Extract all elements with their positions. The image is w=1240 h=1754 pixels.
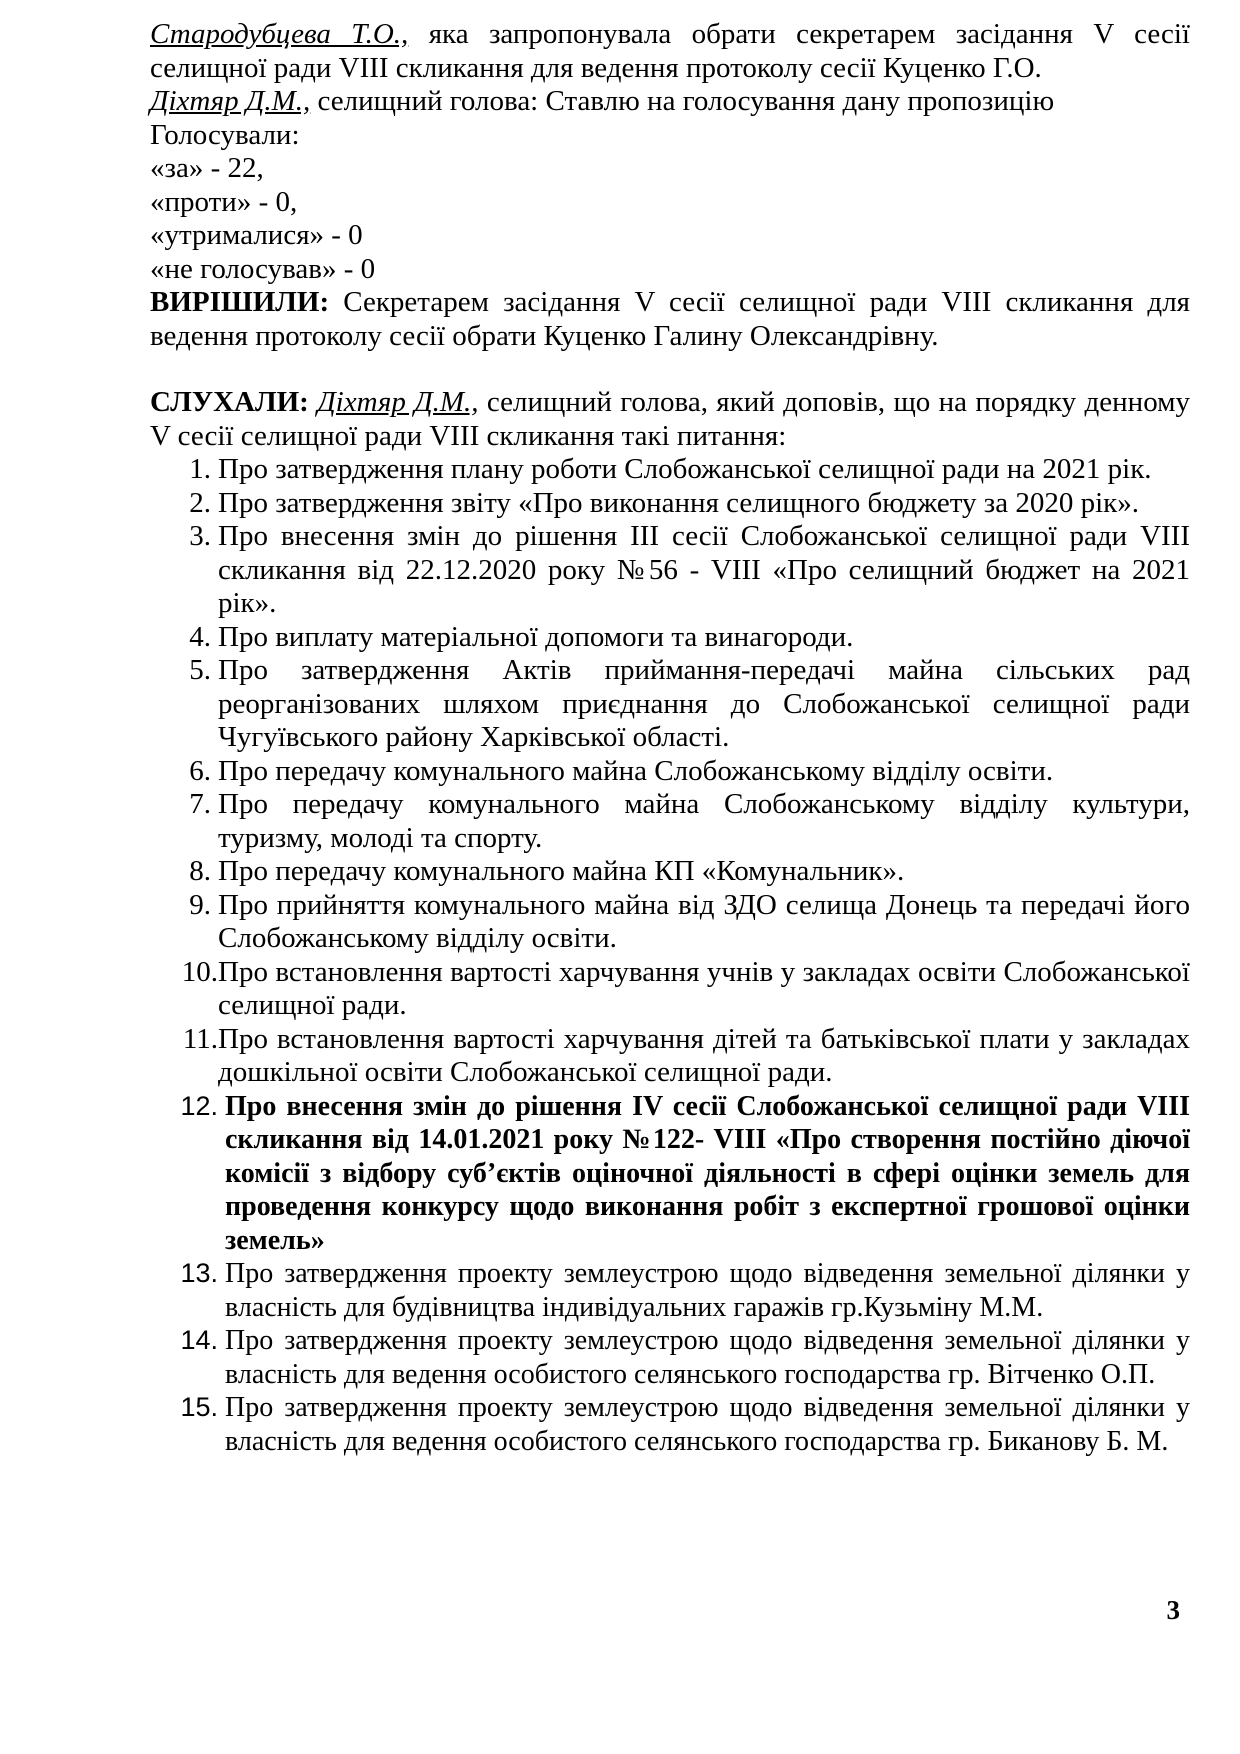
document-page <box>150 18 1190 1458</box>
agenda-item-number: 15. <box>180 1392 218 1422</box>
vote-abstained: «утрималися» - 0 <box>150 219 363 251</box>
decision-label: ВИРІШИЛИ: <box>150 286 330 318</box>
agenda-item-number: 5. <box>189 654 211 686</box>
proposer-name: Стародубцева Т.О., <box>150 18 409 50</box>
chair-name: Діхтяр Д.М., <box>150 85 311 117</box>
agenda-item <box>150 1324 1190 1391</box>
proposal-paragraph <box>150 18 1190 85</box>
agenda-list-continued <box>150 1090 1190 1459</box>
agenda-item-number: 10. <box>181 955 218 988</box>
agenda-item <box>150 1023 1190 1090</box>
agenda-item-text: Про прийняття комунального майна від ЗДО селища Донець та передачі його Слобожанському відділу освіти. <box>218 888 1190 954</box>
agenda-list <box>150 453 1190 1090</box>
agenda-item <box>150 520 1190 621</box>
chair-statement <box>150 85 1190 119</box>
agenda-item-number: 13. <box>180 1258 218 1288</box>
agenda-item-number: 4. <box>189 620 211 653</box>
agenda-item-text: Про виплату матеріальної допомоги та винагороди. <box>218 620 854 653</box>
agenda-item-text: Про внесення змін до рішення ІІІ сесії Слобожанської селищної ради VIII скликання від 22.12.2020 року №56 - VIII «Про селищний бюджет на 2021 рік». <box>218 520 1190 619</box>
agenda-item <box>150 1257 1190 1324</box>
proposal-text: яка запропонувала обрати секретарем засідання V сесії селищної ради VIII скликання для ведення протоколу сесії Куценко Г.О. <box>150 18 1190 84</box>
agenda-item-number: 7. <box>189 788 211 820</box>
heard-name: Діхтяр Д.М., <box>317 386 479 418</box>
agenda-item <box>150 453 1190 487</box>
agenda-item <box>150 1090 1190 1258</box>
vote-not-voted: «не голосував» - 0 <box>150 252 376 285</box>
agenda-item-text: Про затвердження проекту землеустрою щодо відведення земельної ділянки у власність для ведення особистого селянського господарства гр. Биканову Б. М. <box>225 1392 1190 1457</box>
agenda-item <box>150 487 1190 521</box>
agenda-item-text: Про затвердження звіту «Про виконання селищного бюджету за 2020 рік». <box>218 486 1140 519</box>
agenda-item-text: Про внесення змін до рішення IV сесії Слобожанської селищної ради VIII скликання від 14.01.2021 року №122- VIII «Про створення постійно діючої комісії з відбору суб’єктів оціночної діяльності в сфері оцінки земель для проведення конкурсу щодо виконання робіт з експертної грошової оцінки земель» <box>225 1090 1190 1256</box>
agenda-item-number: 1. <box>189 453 211 485</box>
agenda-item-number: 14. <box>180 1325 218 1355</box>
decision-paragraph <box>150 286 1190 353</box>
agenda-item <box>150 621 1190 655</box>
agenda-item-number: 11. <box>182 1022 218 1055</box>
agenda-item-number: 8. <box>189 855 211 887</box>
agenda-item <box>150 956 1190 1023</box>
agenda-item-text: Про затвердження Актів приймання-передачі майна сільських рад реорганізованих шляхом приєднання до Слобожанської селищної ради Чугуївського району Харківської області. <box>218 654 1190 753</box>
chair-statement-text: селищний голова: Ставлю на голосування дану пропозицію <box>310 85 1055 117</box>
agenda-item-number: 6. <box>189 754 211 787</box>
heard-paragraph <box>150 386 1190 453</box>
agenda-item-text: Про передачу комунального майна Слобожанському відділу культури, туризму, молоді та спорту. <box>218 788 1190 854</box>
heard-label: СЛУХАЛИ: <box>150 386 309 418</box>
vote-label: Голосували: <box>150 118 300 151</box>
vote-against: «проти» - 0, <box>150 185 298 218</box>
agenda-item-text: Про затвердження проекту землеустрою щодо відведення земельної ділянки у власність для будівництва індивідуальних гаражів гр.Кузьміну М.М. <box>225 1258 1190 1323</box>
decision-text: Секретарем засідання V сесії селищної ради VIII скликання для ведення протоколу сесії обрати Куценко Галину Олександрівну. <box>150 286 1190 352</box>
agenda-item-text: Про встановлення вартості харчування дітей та батьківської плати у закладах дошкільної освіти Слобожанської селищної ради. <box>218 1022 1190 1088</box>
vote-for: «за» - 22, <box>150 152 264 184</box>
agenda-item-number: 12. <box>180 1090 218 1121</box>
agenda-item-number: 3. <box>189 520 211 552</box>
page-number: 3 <box>1166 1595 1180 1625</box>
agenda-item <box>150 1391 1190 1458</box>
agenda-item-text: Про затвердження проекту землеустрою щодо відведення земельної ділянки у власність для ведення особистого селянського господарства гр. Вітченко О.П. <box>225 1325 1190 1390</box>
agenda-item-text: Про передачу комунального майна КП «Комунальник». <box>218 855 905 887</box>
heard-text: селищний голова, який доповів, що на порядку денному V сесії селищної ради VIII скликання такі питання: <box>150 386 1190 452</box>
agenda-item-number: 2. <box>189 486 211 519</box>
agenda-item-text: Про встановлення вартості харчування учнів у закладах освіти Слобожанської селищної ради. <box>218 955 1190 1021</box>
agenda-item <box>150 654 1190 755</box>
agenda-item-text: Про передачу комунального майна Слобожанському відділу освіти. <box>218 754 1054 787</box>
agenda-item <box>150 889 1190 956</box>
agenda-item <box>150 788 1190 855</box>
paragraph-spacer <box>150 353 1190 386</box>
agenda-item-number: 9. <box>189 888 211 921</box>
agenda-item-text: Про затвердження плану роботи Слобожанської селищної ради на 2021 рік. <box>218 453 1152 485</box>
agenda-item <box>150 855 1190 889</box>
agenda-item <box>150 755 1190 789</box>
